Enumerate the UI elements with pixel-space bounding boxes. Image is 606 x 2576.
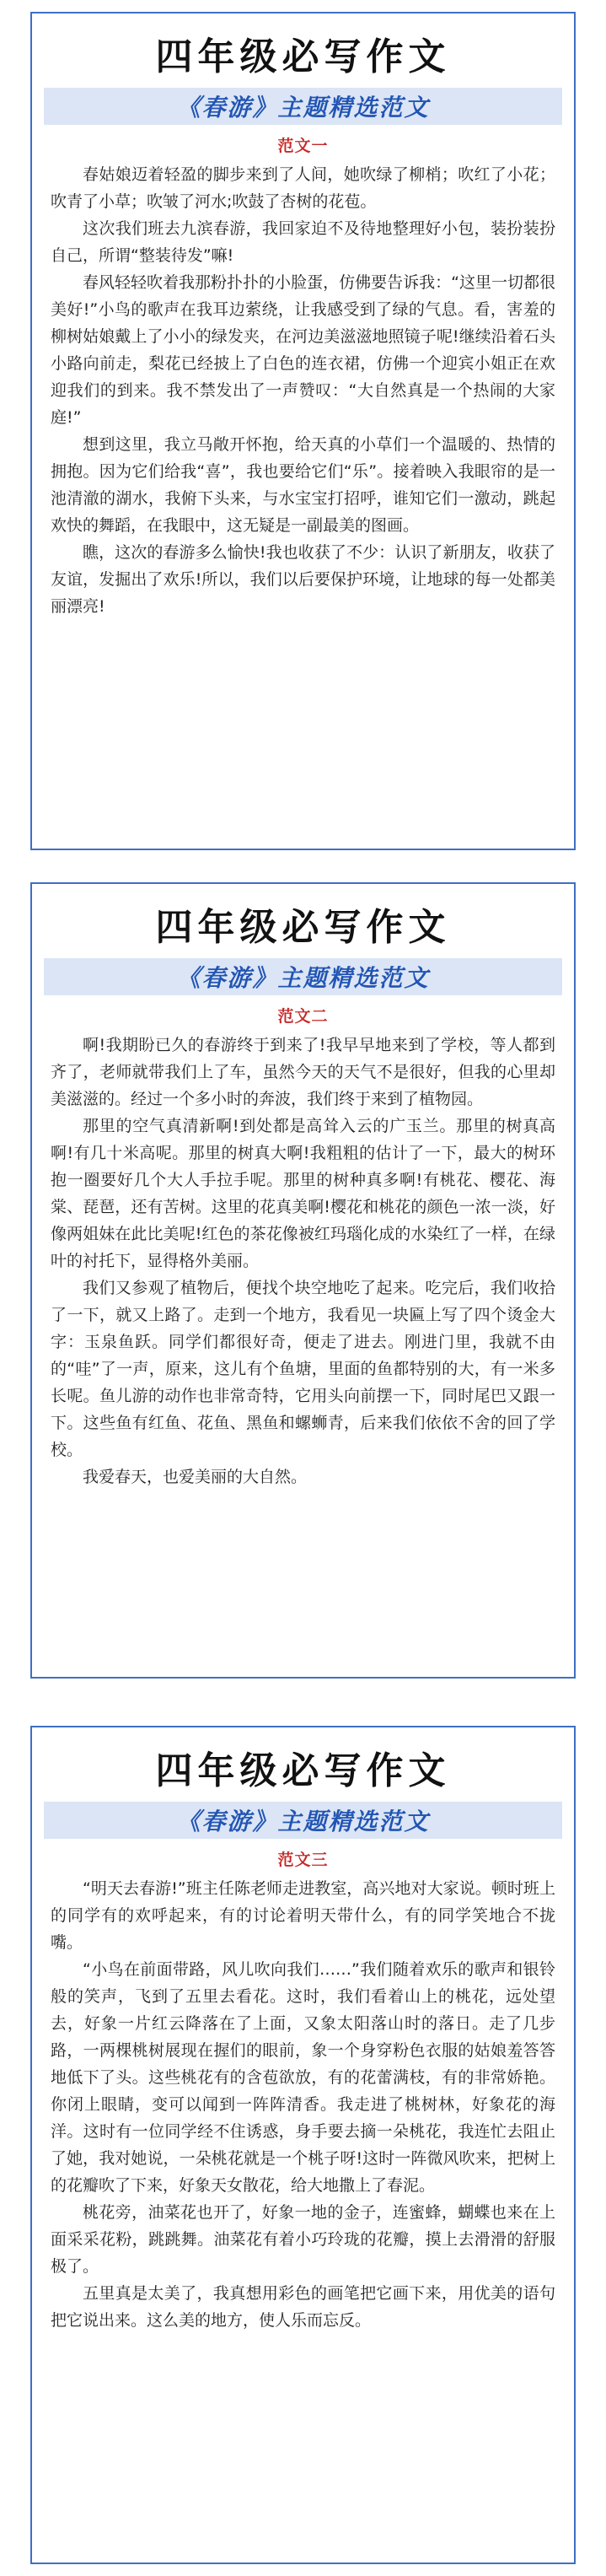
essay-label: 范文三 bbox=[277, 1851, 329, 1869]
essay-card-2 bbox=[30, 882, 576, 1679]
essay-paragraph: 瞧，这次的春游多么愉快!我也收获了不少：认识了新朋友，收获了友谊，发掘出了欢乐!所以，我们以后要保护环境，让地球的每一处都美丽漂亮! bbox=[51, 543, 555, 616]
essay-paragraph: 我爱春天，也爱美丽的大自然。 bbox=[83, 1468, 308, 1486]
essay-paragraph: 桃花旁，油菜花也开了，好象一地的金子，连蜜蜂，蝴蝶也来在上面采采花粉，跳跳舞。油菜花有着小巧玲珑的花瓣，摸上去滑滑的舒服极了。 bbox=[51, 2203, 555, 2276]
card-title: 四年级必写作文 bbox=[155, 1749, 451, 1792]
essay-card-1 bbox=[30, 12, 576, 850]
essay-label: 范文二 bbox=[277, 1007, 329, 1026]
essay-body bbox=[32, 156, 574, 620]
essay-body bbox=[32, 1870, 574, 2334]
essay-paragraph: 这次我们班去九滨春游，我回家迫不及待地整理好小包，装扮装扮自己，所谓“整装待发”嘛! bbox=[51, 219, 555, 265]
essay-paragraph: 那里的空气真清新啊!到处都是高耸入云的广玉兰。那里的树真高啊!有几十米高呢。那里的树真大啊!我粗粗的估计了一下，最大的树环抱一圈要好几个大人手拉手呢。那里的树种真多啊!有桃花、樱花、海棠、琵琶，还有苦树。这里的花真美啊!樱花和桃花的颜色一浓一淡，好像两姐妹在此比美呢!红色的茶花像被红玛瑙化成的水染红了一样，在绿叶的衬托下，显得格外美丽。 bbox=[51, 1117, 555, 1270]
essay-paragraph: 啊!我期盼已久的春游终于到来了!我早早地来到了学校，等人都到齐了，老师就带我们上了车，虽然今天的天气不是很好，但我的心里却美滋滋的。经过一个多小时的奔波，我们终于来到了植物园。 bbox=[51, 1036, 555, 1108]
essay-label: 范文一 bbox=[277, 137, 329, 155]
essay-body bbox=[32, 1027, 574, 1490]
essay-paragraph: 春姑娘迈着轻盈的脚步来到了人间，她吹绿了柳梢；吹红了小花；吹青了小草；吹皱了河水;吹鼓了杏树的花苞。 bbox=[51, 165, 555, 211]
card-title: 四年级必写作文 bbox=[155, 35, 451, 78]
essay-paragraph: 想到这里，我立马敞开怀抱，给天真的小草们一个温暖的、热情的拥抱。因为它们给我“喜”，我也要给它们“乐”。接着映入我眼帘的是一池清澈的湖水，我俯下头来，与水宝宝打招呼，谁知它们一激动，跳起欢快的舞蹈，在我眼中，这无疑是一副最美的图画。 bbox=[51, 435, 555, 535]
card-subtitle: 《春游》主题精选范文 bbox=[44, 1802, 562, 1839]
essay-paragraph: 五里真是太美了，我真想用彩色的画笔把它画下来，用优美的语句把它说出来。这么美的地方，使人乐而忘反。 bbox=[51, 2284, 555, 2330]
essay-paragraph: “明天去春游!”班主任陈老师走进教室，高兴地对大家说。顿时班上的同学有的欢呼起来，有的讨论着明天带什么，有的同学笑地合不拢嘴。 bbox=[51, 1879, 555, 1952]
card-title: 四年级必写作文 bbox=[155, 906, 451, 949]
essay-paragraph: “小鸟在前面带路，风儿吹向我们……”我们随着欢乐的歌声和银铃般的笑声，飞到了五里去看花。这时，我们看着山上的桃花，远处望去，好象一片红云降落在了上面，又象太阳落山时的落日。走了几步路，一两棵桃树展现在握们的眼前，象一个身穿粉色衣服的姑娘羞答答地低下了头。这些桃花有的含苞欲放，有的花蕾满枝，有的非常娇艳。你闭上眼睛，变可以闻到一阵阵清香。我走进了桃树林，好象花的海洋。这时有一位同学经不住诱惑，身手要去摘一朵桃花，我连忙去阻止了她，我对她说，一朵桃花就是一个桃子呀!这时一阵微风吹来，把树上的花瓣吹了下来，好象天女散花，给大地撒上了春泥。 bbox=[51, 1960, 555, 2195]
essay-paragraph: 我们又参观了植物后，便找个块空地吃了起来。吃完后，我们收拾了一下，就又上路了。走到一个地方，我看见一块匾上写了四个烫金大字：玉泉鱼跃。同学们都很好奇，便走了进去。刚进门里，我就不由的“哇”了一声，原来，这儿有个鱼塘，里面的鱼都特别的大，有一米多长呢。鱼儿游的动作也非常奇特，它用头向前摆一下，同时尾巴又跟一下。这些鱼有红鱼、花鱼、黑鱼和螺蛳青，后来我们依依不舍的回了学校。 bbox=[51, 1279, 555, 1459]
card-subtitle: 《春游》主题精选范文 bbox=[44, 958, 562, 995]
essay-paragraph: 春风轻轻吹着我那粉扑扑的小脸蛋，仿佛要告诉我：“这里一切都很美好!”小鸟的歌声在我耳边萦绕，让我感受到了绿的气息。看，害羞的柳树姑娘戴上了小小的绿发夹，在河边美滋滋地照镜子呢!继续沿着石头小路向前走，梨花已经披上了白色的连衣裙，仿佛一个迎宾小姐正在欢迎我们的到来。我不禁发出了一声赞叹：“大自然真是一个热闹的大家庭!” bbox=[51, 273, 555, 427]
card-subtitle: 《春游》主题精选范文 bbox=[44, 88, 562, 125]
essay-card-3 bbox=[30, 1726, 576, 2564]
